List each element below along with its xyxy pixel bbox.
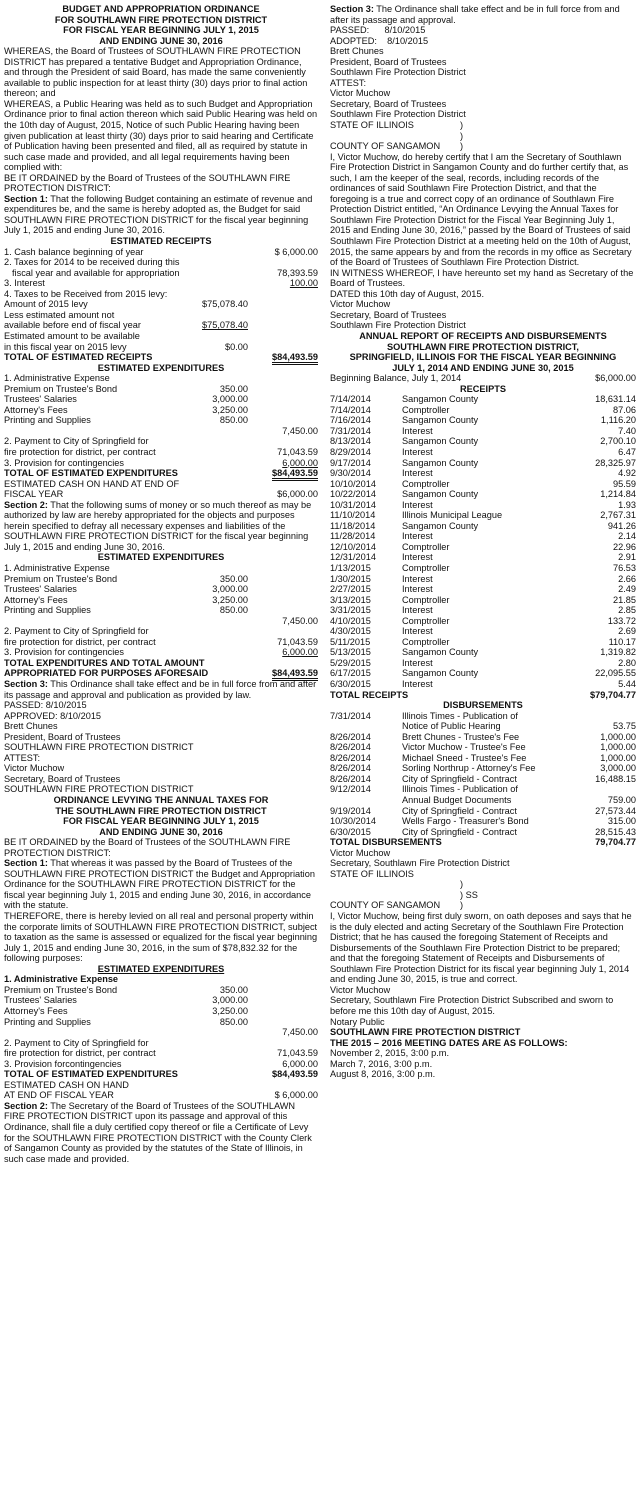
receipt-row-amount: 1.93: [618, 499, 636, 510]
receipt-row-amount: 110.17: [608, 636, 636, 647]
whereas-2: WHEREAS, a Public Hearing was held as to such Budget and Appropriation Ordinance prior to final action thereon which said Public Hearing was held on the 10th day of August, 2015, Notice of such Public Hearing having been given publication at least thirty (30) days prior to said hearing and Certificate of Publication having been presented and filed, all as required by statute in such case made and provided, and all legal requirements having been complied with:: [4, 98, 318, 173]
levy-passed: PASSED: 8/10/2015: [330, 25, 426, 36]
budget-title-2: FOR SOUTHLAWN FIRE PROTECTION DISTRICT: [54, 14, 268, 25]
receipt-row-source: Sangamon County: [402, 668, 479, 679]
expense-row: fire protection for district, per contract 71,043.59: [4, 636, 318, 647]
signature-line: Victor Muchow: [330, 299, 391, 310]
levy-cash: AT END OF FISCAL YEAR $ 6,000.00: [4, 1090, 318, 1101]
cash-end: ESTIMATED CASH ON HAND AT END OF: [4, 478, 180, 489]
receipt-row: available before end of fiscal year $75,078.40: [4, 320, 248, 331]
receipt-row: [330, 647, 636, 658]
receipt-row-date: 8/13/2014: [330, 436, 371, 447]
levy-title-1: ORDINANCE LEVYING THE ANNUAL TAXES FOR: [53, 795, 269, 806]
receipt-row: [330, 458, 636, 469]
receipt-row-source: Interest: [402, 425, 433, 436]
expense-row: Attorney's Fees 3,250.00: [4, 1005, 248, 1016]
expense-row: fire protection for district, per contract 71,043.59: [4, 446, 318, 457]
receipt-row-date: 3/13/2015: [330, 594, 371, 605]
disbursement-row-date: 6/30/2015: [330, 826, 371, 837]
cash-end: FISCAL YEAR $6,000.00: [4, 489, 318, 500]
receipt-row-source: Comptroller: [402, 594, 450, 605]
expense-row: 2. Payment to City of Springfield for: [4, 626, 149, 637]
disbursement-row-amount: 315.00: [607, 816, 636, 827]
receipt-row-amount: 87.06: [613, 404, 636, 415]
receipt-row-source: Comptroller: [402, 562, 450, 573]
disbursement-row: [330, 827, 636, 838]
receipt-row-source: Interest: [402, 499, 433, 510]
levy-section-1: Section 1: That whereas it was passed by the Board of Trustees of the SOUTHLAWN FIRE PROTECTION DISTRICT the Budget and Appropriation Ordinance for the SOUTHLAWN FIRE PROTECTION DISTRICT for the fiscal year beginning July 1, 2015 and ending June 30, 2016, in accordance with the statute.: [4, 858, 315, 911]
receipt-row-date: 10/22/2014: [330, 489, 376, 500]
expense-row: Trustees' Salaries 3,000.00: [4, 394, 248, 405]
receipt-row-amount: 22.96: [613, 541, 636, 552]
disbursement-row-source: City of Springfield - Contract: [402, 805, 517, 816]
receipt-row: [330, 510, 636, 521]
expense-row: 1. Administrative Expense: [4, 562, 110, 573]
disbursement-row-date: 8/26/2014: [330, 763, 371, 774]
expense-row: 1. Administrative Expense: [4, 974, 119, 985]
signature-line: SOUTHLAWN FIRE PROTECTION DISTRICT: [4, 784, 194, 795]
receipt-row-amount: 22,095.55: [595, 668, 636, 679]
receipt-row-amount: 6.47: [618, 446, 636, 457]
receipt-row: 3. Interest 100.00: [4, 278, 318, 289]
approved: APPROVED: 8/10/2015: [4, 710, 102, 721]
receipt-row: [330, 584, 636, 595]
receipt-row-source: Interest: [402, 446, 433, 457]
levy-expenditures-total: TOTAL OF ESTIMATED EXPENDITURES $84,493.59: [4, 1069, 318, 1080]
total-receipts: TOTAL RECEIPTS $79,704.77: [330, 689, 636, 700]
receipt-row-source: Sangamon County: [402, 647, 479, 658]
receipt-row-source: Sangamon County: [402, 394, 479, 405]
disbursements-heading: DISBURSEMENTS: [443, 700, 523, 711]
receipt-row-source: Sangamon County: [402, 457, 479, 468]
receipt-row: [330, 500, 636, 511]
disbursement-row: [330, 711, 636, 722]
ordained: BE IT ORDAINED by the Board of Trustees of the SOUTHLAWN FIRE PROTECTION DISTRICT:: [4, 172, 291, 194]
receipt-row-date: 6/17/2015: [330, 668, 371, 679]
disbursement-row-date: 8/26/2014: [330, 752, 371, 763]
disbursements-list: [330, 711, 636, 838]
receipt-row-date: 5/11/2015: [330, 636, 371, 647]
receipt-row: [330, 447, 636, 458]
signature-line: Brett Chunes: [4, 721, 58, 732]
appropriation-total: TOTAL EXPENDITURES AND TOTAL AMOUNT: [4, 657, 205, 668]
signature-line: Southlawn Fire Protection District: [330, 109, 466, 120]
receipt-row-date: 9/17/2014: [330, 457, 371, 468]
meeting-date: November 2, 2015, 3:00 p.m.: [330, 1048, 449, 1059]
signature-line: Victor Muchow: [330, 847, 391, 858]
levy-ordained: BE IT ORDAINED by the Board of Trustees of the SOUTHLAWN FIRE PROTECTION DISTRICT:: [4, 837, 291, 858]
receipt-row-date: 11/18/2014: [330, 520, 376, 531]
receipt-row-source: Interest: [402, 679, 433, 689]
receipt-row-amount: 133.72: [607, 615, 636, 626]
receipt-row: [330, 658, 636, 669]
receipt-row: fiscal year and available for appropriation 78,393.59: [12, 267, 318, 278]
budget-title-4: AND ENDING JUNE 30, 2016: [99, 35, 223, 46]
meeting-dates: [330, 1027, 636, 1080]
receipt-row-date: 8/29/2014: [330, 446, 371, 457]
disbursement-row: [330, 806, 636, 817]
county-line: COUNTY OF SANGAMON ): [330, 900, 464, 911]
signature-line: Brett Chunes: [330, 46, 384, 57]
expense-row: 3. Provision for contingencies 6,000.00: [4, 647, 318, 658]
disbursement-row: [330, 721, 636, 732]
whereas-1: WHEREAS, the Board of Trustees of SOUTHLAWN FIRE PROTECTION DISTRICT has prepared a tentative Budget and Appropriation Ordinance, and through the President of said Board, has made the same conveniently available to public inspection for at least thirty (30) days prior to final action thereon; and: [4, 46, 308, 99]
receipt-row-date: 11/28/2014: [330, 531, 376, 542]
receipt-row-amount: 2.69: [618, 626, 636, 637]
receipt-row-amount: 95.59: [613, 478, 636, 489]
county-line: COUNTY OF SANGAMON ): [330, 141, 464, 152]
receipt-row-source: Comptroller: [402, 404, 450, 415]
disbursement-row-amount: 27,573.44: [595, 805, 636, 816]
receipt-row: [330, 531, 636, 542]
receipt-row-date: 2/27/2015: [330, 584, 371, 595]
receipt-row-amount: 2.66: [618, 573, 636, 584]
receipt-row-date: 7/14/2014: [330, 394, 371, 405]
expense-row: 2. Payment to City of Springfield for: [4, 1037, 149, 1048]
receipt-row-amount: 2,700.10: [600, 436, 636, 447]
disbursement-row: [330, 784, 636, 795]
ss-line: ) SS: [460, 889, 478, 900]
receipt-row: [330, 679, 636, 690]
receipt-row-date: 4/30/2015: [330, 626, 371, 637]
receipt-row-amount: 28,325.97: [595, 457, 636, 468]
signature-line: Victor Muchow: [330, 88, 391, 99]
receipt-row-amount: 2.14: [618, 531, 636, 542]
receipt-row: [330, 415, 636, 426]
disbursement-row-date: 7/31/2014: [330, 710, 371, 721]
signature-line: Secretary, Southlawn Fire Protection District Subscribed and sworn to before me this 10th day of August, 2015.: [330, 995, 614, 1016]
receipt-row-amount: 1,319.82: [600, 647, 636, 658]
receipt-row: 4. Taxes to be Received from 2015 levy:: [4, 288, 168, 299]
disbursement-row-date: 8/26/2014: [330, 731, 371, 742]
levy-cash: ESTIMATED CASH ON HAND: [4, 1079, 129, 1090]
section-label: Section 1:: [4, 193, 48, 204]
signature-line: Secretary, Board of Trustees: [330, 98, 447, 109]
meetings-heading-1: SOUTHLAWN FIRE PROTECTION DISTRICT: [330, 1027, 521, 1038]
disbursement-row-source: Sorling Northrup - Attorney's Fee: [402, 763, 536, 774]
receipt-row: [330, 521, 636, 532]
report-title-4: JULY 1, 2014 AND ENDING JUNE 30, 2015: [392, 362, 574, 373]
receipt-row-date: 1/30/2015: [330, 573, 371, 584]
receipts-list: [330, 394, 636, 689]
receipts-heading: ESTIMATED RECEIPTS: [110, 236, 212, 247]
receipt-row-amount: 4.92: [618, 468, 636, 479]
certification: I, Victor Muchow, do hereby certify that I am the Secretary of Southlawn Fire Protection District in Sangamon County and do further certify that, as such, I am the keeper of the seal, records, including records of the ordinances of said Southlawn Fire Protection District, and that the foregoing is a true and correct copy of an ordinance of Southlawn Fire Protection District entitled, “An Ordinance Levying the Annual Taxes for Southlawn Fire Protection District for the Fiscal Year Beginning July 1, 2015 and Ending June 30, 2016,” passed by the Board of Trustees of said Southlawn Fire Protection District at a meeting held on the 10th of August, 2015, the same appears by and from the records in my office as Secretary of the Board of Trustees of Southlawn Fire Protection District.: [330, 151, 632, 268]
section-3: Section 3: This Ordinance shall take effect and be in full force from and after its passage and approval and publication as provided by law.: [4, 679, 317, 700]
receipt-row-amount: 2,767.31: [600, 510, 636, 521]
disbursement-row-amount: 3,000.00: [600, 763, 636, 774]
meetings-heading-2: THE 2015 – 2016 MEETING DATES ARE AS FOLLOWS:: [330, 1037, 568, 1048]
expense-row: Trustees' Salaries 3,000.00: [4, 584, 248, 595]
receipt-row: Estimated amount to be available: [4, 330, 140, 341]
expense-row: Premium on Trustee's Bond 350.00: [4, 383, 248, 394]
expense-row: Attorney's Fees 3,250.00: [4, 404, 248, 415]
receipt-row-date: 12/31/2014: [330, 552, 376, 563]
disbursement-row-date: [330, 795, 402, 806]
expense-row: 3. Provision forcontingencies 6,000.00: [4, 1058, 318, 1069]
section-text: That the following Budget containing an estimate of revenue and expenditures be, and the same is hereby adopted as, the Budget for said SOUTHLAWN FIRE PROTECTION DISTRICT for the fiscal year beginning July 1, 2015 and ending June 30, 2016.: [4, 193, 313, 236]
state-line: STATE OF ILLINOIS ): [330, 120, 464, 131]
signature-line: Secretary, Board of Trustees: [4, 773, 121, 784]
receipt-row: [330, 637, 636, 648]
levy-ordinance: [4, 795, 318, 1164]
receipt-row-source: Sangamon County: [402, 436, 479, 447]
signature-line: Victor Muchow: [4, 763, 65, 774]
receipt-row-date: 10/31/2014: [330, 499, 376, 510]
disbursement-row-amount: 1,000.00: [600, 742, 636, 753]
disbursement-row-amount: 16,488.15: [595, 773, 636, 784]
oath: I, Victor Muchow, being first duly sworn, on oath deposes and says that he is the duly elected and acting Secretary of the Southlawn Fire Protection District; that he has caused the foregoing Statement of Receipts and Disbursements of the Southlawn Fire Protection District to be prepared; and that the foregoing Statement of Receipts and Disbursements of Southlawn Fire Protection District for its fiscal year beginning July 1, 2014 and ending June 30, 2015, is true and correct.: [330, 911, 632, 985]
receipt-row-amount: 7.40: [618, 425, 636, 436]
receipt-row-source: Sangamon County: [402, 415, 479, 426]
left-column: [4, 4, 318, 1164]
receipt-row: [330, 542, 636, 553]
signature-line: Secretary, Board of Trustees: [330, 309, 447, 320]
disbursement-row-amount: [574, 784, 636, 795]
expense-row: Printing and Supplies 850.00: [4, 1016, 248, 1027]
total-disbursements: TOTAL DISBURSEMENTS 79,704.77: [330, 837, 636, 848]
disbursement-row-source: Victor Muchow - Trustee's Fee: [402, 742, 526, 753]
signature-line: Notary Public: [330, 1016, 385, 1027]
disbursement-row: [330, 753, 636, 764]
budget-ordinance: [4, 4, 318, 795]
receipts-heading: RECEIPTS: [460, 383, 506, 394]
expense-subtotal: 7,450.00: [282, 615, 318, 626]
expense-row: Trustees' Salaries 3,000.00: [4, 995, 248, 1006]
expenditures-heading-2: ESTIMATED EXPENDITURES: [97, 552, 225, 563]
levy-title-4: AND ENDING JUNE 30, 2016: [99, 826, 223, 837]
section-1: [4, 194, 318, 236]
receipt-row-source: Sangamon County: [402, 489, 479, 500]
receipt-row-date: 4/10/2015: [330, 615, 371, 626]
disbursement-row-source: City of Springfield - Contract: [402, 826, 517, 837]
disbursement-row: [330, 732, 636, 743]
levy-title-3: FOR FISCAL YEAR BEGINNING JULY 1, 2015: [63, 816, 259, 827]
receipt-row: [330, 436, 636, 447]
report-title-1: ANNUAL REPORT OF RECEIPTS AND DISBURSEMENTS: [359, 330, 607, 341]
disbursement-row-source: Illinois Times - Publication of: [402, 784, 518, 795]
receipt-row-amount: 5.44: [618, 679, 636, 689]
levy-section-2: Section 2: The Secretary of the Board of Trustees of the SOUTHLAWN FIRE PROTECTION DISTRICT upon its passage and approval of this Ordinance, shall file a duly certified copy thereof or file a Certificate of Levy for the SOUTHLAWN FIRE PROTECTION DISTRICT with the County Clerk of Sangamon County as provided by the statutes of the State of Illinois, in such case made and provided.: [4, 1100, 312, 1164]
beginning-balance: Beginning Balance, July 1, 2014 $6,000.00: [330, 373, 636, 384]
receipt-row-amount: 2.80: [618, 657, 636, 668]
report-title-3: SPRINGFIELD, ILLINOIS FOR THE FISCAL YEAR BEGINNING: [349, 352, 617, 363]
expense-row: fire protection for district, per contract 71,043.59: [4, 1048, 318, 1059]
receipt-row-date: 10/10/2014: [330, 478, 376, 489]
witness: IN WITNESS WHEREOF, I have hereunto set my hand as Secretary of the Board of Trustees.: [330, 267, 634, 289]
annual-report: [330, 331, 636, 1027]
meeting-date: August 8, 2016, 3:00 p.m.: [330, 1069, 436, 1080]
receipt-row: [330, 563, 636, 574]
disbursement-row-source: Brett Chunes - Trustee's Fee: [402, 731, 520, 742]
receipt-row: Amount of 2015 levy $75,078.40: [4, 299, 248, 310]
expense-subtotal: 7,450.00: [282, 425, 318, 436]
expenditures-total: TOTAL OF ESTIMATED EXPENDITURES $84,493.59: [4, 468, 318, 479]
disbursement-row-date: 8/26/2014: [330, 773, 371, 784]
disbursement-row-date: 9/12/2014: [330, 784, 371, 795]
receipt-row: [330, 668, 636, 679]
levy-adopted: ADOPTED: 8/10/2015: [330, 35, 429, 46]
signature-line: President, Board of Trustees: [4, 731, 121, 742]
receipt-row-source: Interest: [402, 552, 433, 563]
receipt-row: [330, 489, 636, 500]
expense-row: 1. Administrative Expense: [4, 373, 110, 384]
disbursement-row: [330, 816, 636, 827]
expense-row: Attorney's Fees 3,250.00: [4, 594, 248, 605]
disbursement-row-date: [330, 721, 402, 732]
receipt-row-source: Sangamon County: [402, 520, 479, 531]
receipt-row-amount: 941.26: [607, 520, 636, 531]
disbursement-row-amount: [574, 711, 636, 722]
paren-line: ): [460, 130, 464, 141]
receipt-row: [330, 479, 636, 490]
receipt-row-amount: 2.49: [618, 584, 636, 595]
receipt-row: 1. Cash balance beginning of year $ 6,000.00: [4, 246, 318, 257]
levy-title-2: THE SOUTHLAWN FIRE PROTECTION DISTRICT: [55, 805, 267, 816]
receipt-row-source: Interest: [402, 626, 433, 637]
signature-line: Victor Muchow: [330, 984, 391, 995]
signature-line: Southlawn Fire Protection District: [330, 67, 466, 78]
signature-line: ATTEST:: [4, 752, 41, 763]
section-2: Section 2: That the following sums of money or so much thereof as may be authorized by law are hereby appropriated for the objects and purposes herein specified to defray all necessary expenses and liabilities of the SOUTHLAWN FIRE PROTECTION DISTRICT for the fiscal year beginning July 1, 2015 and ending June 30, 2016.: [4, 499, 312, 552]
receipt-row-source: Interest: [402, 584, 433, 595]
levy-expenditures-heading: ESTIMATED EXPENDITURES: [97, 963, 225, 974]
receipt-row-source: Comptroller: [402, 541, 450, 552]
receipt-row-date: 9/30/2014: [330, 468, 371, 479]
receipt-row-date: 12/10/2014: [330, 541, 376, 552]
receipt-row-amount: 1,214.84: [600, 489, 636, 500]
levy-therefore: THEREFORE, there is hereby levied on all real and personal property within the corporate limits of SOUTHLAWN FIRE PROTECTION DISTRICT, subject to taxation as the same is assessed or equalized for the fiscal year beginning July 1, 2015 and ending June 30, 2016, in the sum of $78,832.32 for the following purposes:: [4, 911, 318, 964]
expense-row: 3. Provision for contingencies 6,000.00: [4, 457, 318, 468]
receipt-row: [330, 552, 636, 563]
right-column: [330, 4, 636, 1080]
expense-row: 2. Payment to City of Springfield for: [4, 436, 149, 447]
expense-row: Printing and Supplies 850.00: [4, 605, 248, 616]
signature-line: SOUTHLAWN FIRE PROTECTION DISTRICT: [4, 742, 194, 753]
receipts-total: TOTAL OF ESTIMATED RECEIPTS $84,493.59: [4, 352, 318, 363]
receipt-row-source: Interest: [402, 657, 433, 668]
expense-row: Premium on Trustee's Bond 350.00: [4, 573, 248, 584]
receipt-row-date: 11/10/2014: [330, 510, 376, 521]
disbursement-row-amount: 28,515.43: [595, 826, 636, 837]
receipt-row: [330, 394, 636, 405]
report-title-2: SOUTHLAWN FIRE PROTECTION DISTRICT,: [387, 341, 579, 352]
receipt-row: Less estimated amount not: [4, 309, 115, 320]
receipt-row-source: Interest: [402, 605, 433, 616]
receipt-row: [330, 605, 636, 616]
signature-line: ATTEST:: [330, 77, 367, 88]
disbursement-row-amount: 53.75: [613, 721, 636, 732]
passed: PASSED: 8/10/2015: [4, 700, 87, 711]
levy-section-3: Section 3: The Ordinance shall take effect and be in full force from and after its passage and approval.: [330, 4, 620, 25]
receipt-row-date: 6/30/2015: [330, 679, 371, 689]
receipt-row-date: 7/14/2014: [330, 404, 371, 415]
receipt-row: [330, 426, 636, 437]
disbursement-row: [330, 795, 636, 806]
receipt-row-date: 1/13/2015: [330, 562, 371, 573]
receipt-row-source: Interest: [402, 468, 433, 479]
disbursement-row-source: Michael Sneed - Trustee's Fee: [402, 752, 527, 763]
disbursement-row-date: 10/30/2014: [330, 816, 376, 827]
expense-row: Premium on Trustee's Bond 350.00: [4, 984, 248, 995]
receipt-row: [330, 626, 636, 637]
disbursement-row-source: Illinois Times - Publication of: [402, 710, 518, 721]
signature-line: Southlawn Fire Protection District: [330, 320, 466, 331]
receipt-row: [330, 468, 636, 479]
expense-row: Printing and Supplies 850.00: [4, 415, 248, 426]
receipt-row-source: Comptroller: [402, 636, 450, 647]
receipt-row: [330, 405, 636, 416]
expenditures-heading: ESTIMATED EXPENDITURES: [97, 362, 225, 373]
disbursement-row: [330, 742, 636, 753]
receipt-row-date: 7/31/2014: [330, 425, 371, 436]
meeting-date: March 7, 2016, 3:00 p.m.: [330, 1058, 433, 1069]
dated: DATED this 10th day of August, 2015.: [330, 288, 485, 299]
receipt-row-date: 7/16/2014: [330, 415, 371, 426]
disbursement-row-source: City of Springfield - Contract: [402, 773, 517, 784]
receipt-row-amount: 2.85: [618, 605, 636, 616]
receipt-row-source: Comptroller: [402, 615, 450, 626]
receipt-row: [330, 595, 636, 606]
disbursement-row: [330, 774, 636, 785]
receipt-row-amount: 76.53: [613, 562, 636, 573]
receipt-row-amount: 1,116.20: [600, 415, 636, 426]
receipt-row-amount: 21.85: [613, 594, 636, 605]
paren-line: ): [460, 879, 464, 890]
disbursement-row-amount: 1,000.00: [600, 731, 636, 742]
receipt-row: [330, 574, 636, 585]
receipt-row-amount: 2.91: [618, 552, 636, 563]
budget-title-1: BUDGET AND APPROPRIATION ORDINANCE: [62, 4, 260, 14]
receipt-row-source: Illinois Municipal League: [402, 510, 503, 521]
receipt-row-source: Interest: [402, 573, 433, 584]
expense-subtotal: 7,450.00: [282, 1027, 318, 1038]
receipt-row-source: Comptroller: [402, 478, 450, 489]
disbursement-row-date: 8/26/2014: [330, 742, 371, 753]
disbursement-row-source: Notice of Public Hearing: [402, 721, 501, 732]
disbursement-row-amount: 1,000.00: [600, 752, 636, 763]
signature-line: STATE OF ILLINOIS: [330, 868, 414, 879]
receipt-row-date: 5/29/2015: [330, 657, 371, 668]
budget-title-3: FOR FISCAL YEAR BEGINNING JULY 1, 2015: [63, 25, 259, 36]
receipt-row-date: 5/13/2015: [330, 647, 371, 658]
signature-line: Secretary, Southlawn Fire Protection District: [330, 858, 510, 869]
disbursement-row-source: Annual Budget Documents: [402, 795, 512, 806]
receipt-row-date: 3/31/2015: [330, 605, 371, 616]
receipt-row: 2. Taxes for 2014 to be received during this: [4, 257, 180, 268]
disbursement-row-amount: 759.00: [607, 795, 636, 806]
receipt-row: [330, 616, 636, 627]
receipt-row-amount: 18,631.14: [595, 394, 636, 405]
disbursement-row-date: 9/19/2014: [330, 805, 371, 816]
disbursement-row-source: Wells Fargo - Treasurer's Bond: [402, 816, 529, 827]
signature-line: President, Board of Trustees: [330, 56, 447, 67]
disbursement-row: [330, 763, 636, 774]
appropriation-total: APPROPRIATED FOR PURPOSES AFORESAID $84,493.59: [4, 668, 318, 679]
receipt-row-source: Interest: [402, 531, 433, 542]
receipt-row: in this fiscal year on 2015 levy $0.00: [4, 341, 248, 352]
